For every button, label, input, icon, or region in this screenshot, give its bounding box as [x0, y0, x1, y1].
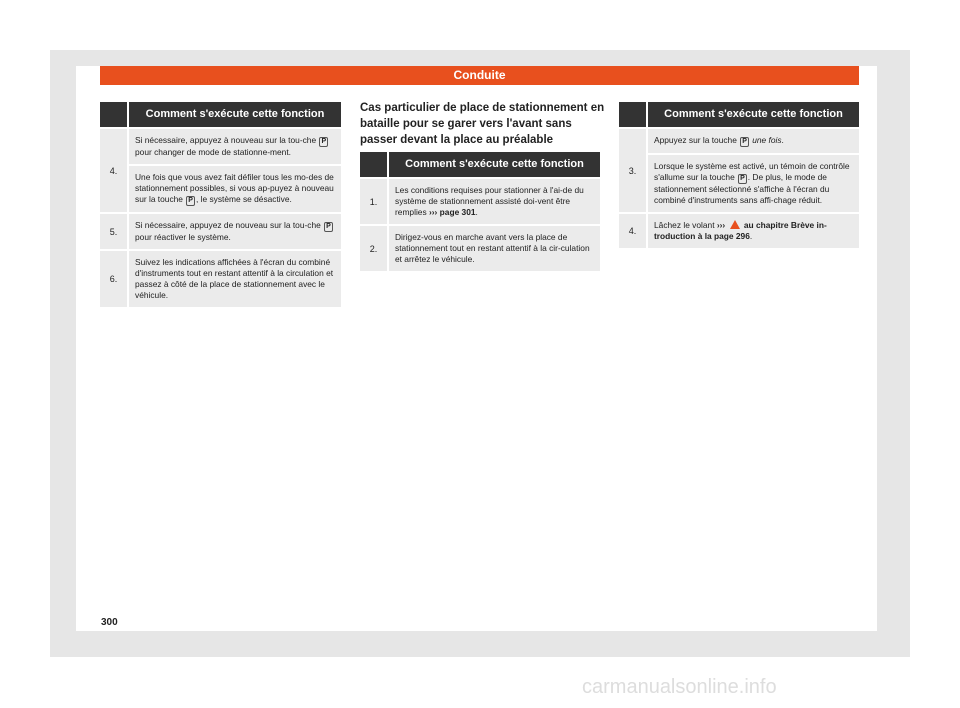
step-number: 2.: [360, 226, 387, 271]
park-assist-icon: P: [188, 197, 193, 204]
step-number: 3.: [619, 129, 646, 212]
watermark: carmanualsonline.info: [582, 676, 777, 698]
step-number: 6.: [100, 251, 127, 307]
step-number: 4.: [619, 214, 646, 248]
table-cell: Lorsque le système est activé, un témoin de contrôle s'allume sur la touche P . De plus, le mode de stationnement sélectionné s'affiche à l'écran du combiné d'instruments sans affi-chage réduit.: [648, 155, 859, 212]
section-heading: Cas particulier de place de stationnement en bataille pour se garer vers l'avant sans passer devant la place au préalable: [360, 102, 605, 146]
table-row: [100, 129, 341, 212]
table-row: [100, 214, 341, 249]
table-header-num: [619, 102, 646, 127]
table-cell: Si nécessaire, appuyez à nouveau sur la tou-che P pour changer de mode de stationne-ment.: [129, 129, 341, 164]
page-number: 300: [101, 617, 118, 628]
table-header: Comment s'exécute cette fonction: [129, 102, 341, 127]
table-header: Comment s'exécute cette fonction: [648, 102, 859, 127]
table-header-num: [100, 102, 127, 127]
page-link[interactable]: ››› page 301: [428, 207, 476, 217]
table-cell: Une fois que vous avez fait défiler tous les mo-des de stationnement possibles, si vous ap-puyez à nouveau sur la touche P , le système se désactive.: [129, 166, 341, 212]
table-header: Comment s'exécute cette fonction: [389, 152, 600, 177]
table-cell: Suivez les indications affichées à l'écran du combiné d'instruments tout en restant attentif à la circulation et passez à côté de la place de stationnement avec le véhicule.: [129, 251, 341, 307]
step-number: 1.: [360, 179, 387, 224]
step-number: 4.: [100, 129, 127, 212]
table-row: [619, 214, 859, 248]
table-cell: Appuyez sur la touche P une fois.: [648, 129, 859, 153]
table-row: [100, 251, 341, 307]
cross-reference-arrows[interactable]: ›››: [716, 220, 726, 230]
warning-icon: [730, 220, 740, 229]
left-table: [100, 102, 341, 307]
table-row: [619, 129, 859, 212]
park-assist-icon: P: [740, 175, 745, 182]
table-row: [360, 226, 600, 271]
step-number: 5.: [100, 214, 127, 249]
table-cell: Si nécessaire, appuyez de nouveau sur la tou-che P pour réactiver le système.: [129, 214, 341, 249]
table-header-num: [360, 152, 387, 177]
middle-table: [360, 152, 600, 271]
table-cell: Dirigez-vous en marche avant vers la place de stationnement tout en restant attentif à la cir-culation et arrêtez le véhicule.: [389, 226, 600, 271]
chapter-link[interactable]: au chapitre Brève in-troduction à la page 296: [654, 220, 827, 241]
section-header: Conduite: [100, 66, 859, 85]
table-cell: Les conditions requises pour stationner à l'ai-de du système de stationnement assisté doi-vent être remplies ››› page 301.: [389, 179, 600, 224]
table-cell: Lâchez le volant ››› au chapitre Brève in-troduction à la page 296.: [648, 214, 859, 248]
park-assist-icon: P: [321, 138, 327, 145]
park-assist-icon: P: [326, 223, 331, 230]
right-table: [619, 102, 859, 248]
park-assist-icon: P: [742, 138, 747, 145]
table-row: [360, 179, 600, 224]
